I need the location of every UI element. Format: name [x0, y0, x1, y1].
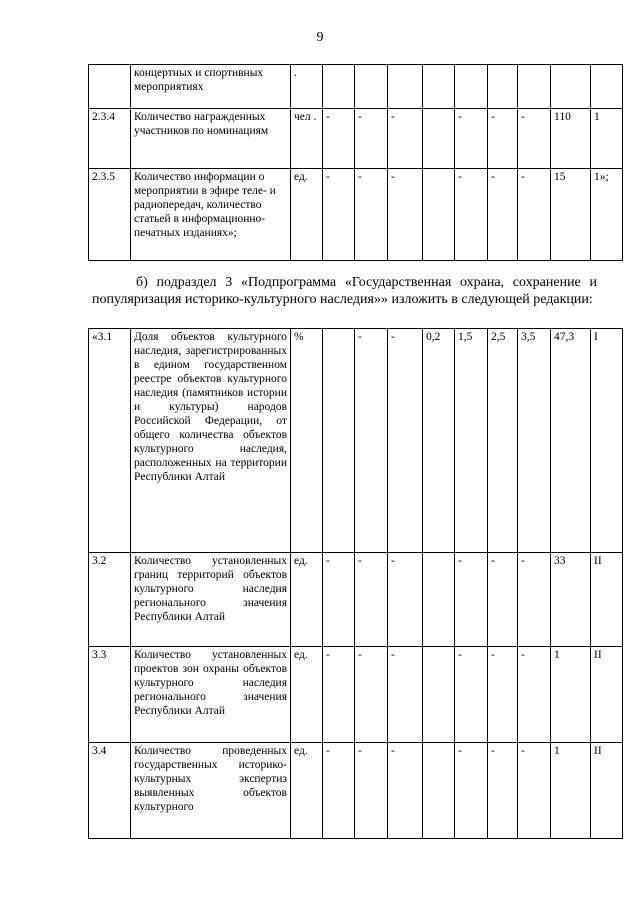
value-cell: - [355, 109, 388, 169]
value-cell: - [518, 743, 551, 839]
value-cell [323, 65, 355, 109]
indicator-name: Количество информации о мероприятии в эфире теле- и радиопередач, количество статьей в информационно-печатных изданиях»; [131, 169, 291, 261]
page-number: 9 [316, 30, 324, 45]
value-cell: II [591, 553, 623, 647]
value-cell: 33 [551, 553, 591, 647]
value-cell: - [355, 169, 388, 261]
value-cell: - [323, 743, 355, 839]
value-cell: - [323, 109, 355, 169]
value-cell: - [388, 169, 423, 261]
value-cell: - [388, 743, 423, 839]
value-cell: 110 [551, 109, 591, 169]
row-number: 2.3.5 [89, 169, 131, 261]
value-cell: - [455, 743, 488, 839]
value-cell: 1 [591, 109, 623, 169]
value-cell: - [488, 743, 518, 839]
unit-cell: ед. [291, 553, 323, 647]
row-number: 3.4 [89, 743, 131, 839]
value-cell [423, 647, 455, 743]
indicator-name: Количество установленных границ территорий объектов культурного наследия регионального значения Республики Алтай [131, 553, 291, 647]
value-cell: - [488, 553, 518, 647]
value-cell: - [455, 109, 488, 169]
value-cell: - [388, 553, 423, 647]
value-cell: 47,3 [551, 329, 591, 553]
value-cell: - [455, 169, 488, 261]
table-row [89, 553, 623, 647]
value-cell: 0,2 [423, 329, 455, 553]
value-cell: 1»; [591, 169, 623, 261]
unit-cell: . [291, 65, 323, 109]
value-cell: I [591, 329, 623, 553]
value-cell [423, 109, 455, 169]
value-cell: - [355, 329, 388, 553]
value-cell: - [518, 169, 551, 261]
value-cell: - [518, 647, 551, 743]
row-number: 3.2 [89, 553, 131, 647]
value-cell: - [323, 169, 355, 261]
unit-cell: чел . [291, 109, 323, 169]
unit-cell: ед. [291, 647, 323, 743]
value-cell [488, 65, 518, 109]
value-cell: - [488, 169, 518, 261]
indicator-name: Количество установленных проектов зон охраны объектов культурного наследия регионального значения Республики Алтай [131, 647, 291, 743]
value-cell [518, 65, 551, 109]
value-cell: 2,5 [488, 329, 518, 553]
value-cell [423, 743, 455, 839]
row-number: 2.3.4 [89, 109, 131, 169]
table-row [89, 65, 623, 109]
indicator-table-continued [88, 64, 623, 261]
value-cell: - [323, 647, 355, 743]
table-row [89, 169, 623, 261]
value-cell [455, 65, 488, 109]
row-number: «3.1 [89, 329, 131, 553]
unit-cell: ед. [291, 743, 323, 839]
value-cell [423, 65, 455, 109]
row-number [89, 65, 131, 109]
value-cell: - [355, 647, 388, 743]
row-number: 3.3 [89, 647, 131, 743]
value-cell: - [388, 329, 423, 553]
indicator-name: Количество награжденных участников по номинациям [131, 109, 291, 169]
value-cell: - [355, 553, 388, 647]
indicator-name: Доля объектов культурного наследия, зарегистрированных в едином государственном реестре объектов культурного наследия (памятников истории и культуры) народов Российской Федерации, от общего количества объектов культурного наследия, расположенных на территории Республики Алтай [131, 329, 291, 553]
value-cell [323, 329, 355, 553]
value-cell [591, 65, 623, 109]
value-cell [551, 65, 591, 109]
value-cell: 3,5 [518, 329, 551, 553]
indicator-name: Количество проведенных государственных историко-культурных экспертиз выявленных объектов культурного [131, 743, 291, 839]
unit-cell: % [291, 329, 323, 553]
value-cell [423, 553, 455, 647]
value-cell: II [591, 743, 623, 839]
table-row [89, 329, 623, 553]
value-cell: II [591, 647, 623, 743]
value-cell: - [455, 647, 488, 743]
value-cell: 15 [551, 169, 591, 261]
value-cell: 1 [551, 647, 591, 743]
value-cell [388, 65, 423, 109]
value-cell: - [355, 743, 388, 839]
value-cell: - [518, 109, 551, 169]
table-row [89, 743, 623, 839]
indicator-table-subprogram-3 [88, 328, 623, 839]
value-cell: 1 [551, 743, 591, 839]
value-cell: - [388, 647, 423, 743]
value-cell: - [388, 109, 423, 169]
value-cell: - [455, 553, 488, 647]
value-cell: - [488, 109, 518, 169]
table-row [89, 109, 623, 169]
value-cell [423, 169, 455, 261]
value-cell: - [518, 553, 551, 647]
indicator-name: концертных и спортивных мероприятиях [131, 65, 291, 109]
value-cell: - [488, 647, 518, 743]
value-cell: 1,5 [455, 329, 488, 553]
unit-cell: ед. [291, 169, 323, 261]
value-cell: - [323, 553, 355, 647]
table-row [89, 647, 623, 743]
value-cell [355, 65, 388, 109]
amendment-paragraph: б) подраздел 3 «Подпрограмма «Государственная охрана, сохранение и популяризация историко-культурного наследия»» изложить в следующей редакции: [92, 275, 597, 307]
